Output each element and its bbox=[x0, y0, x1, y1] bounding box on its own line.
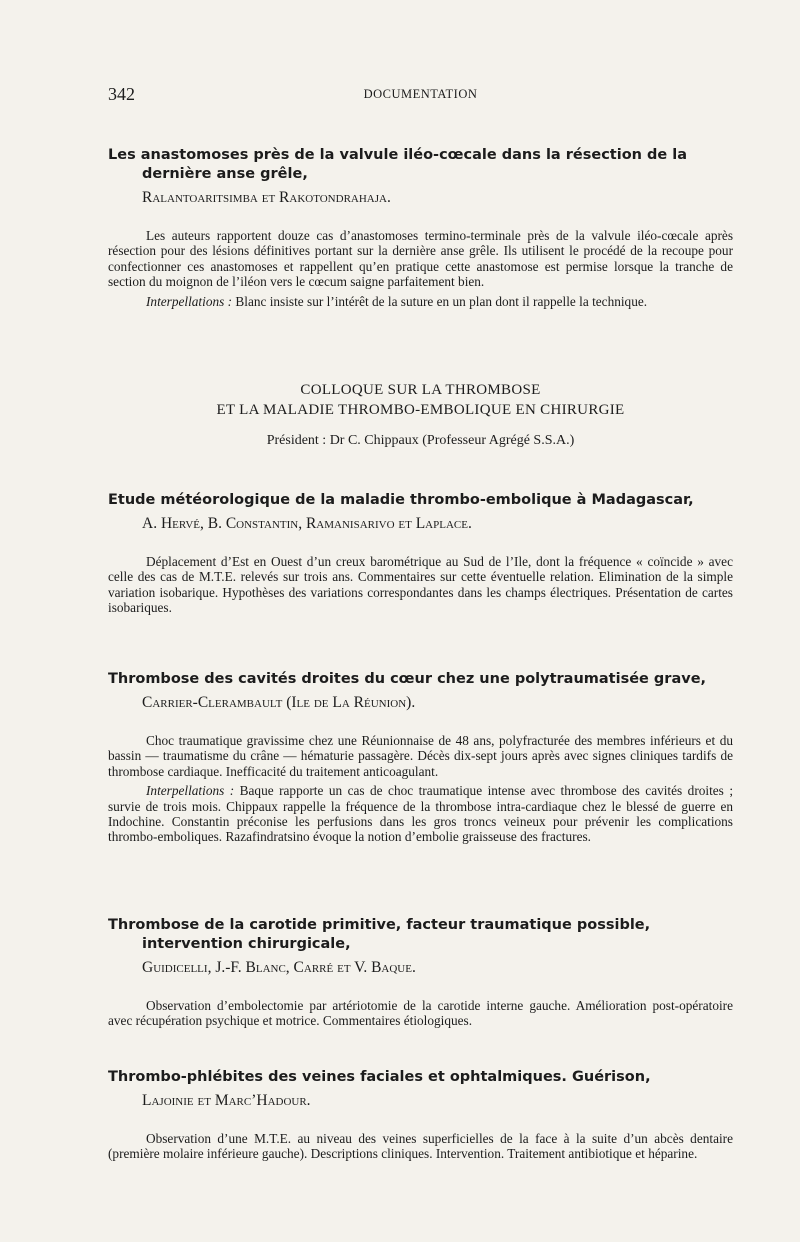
abstract-title: Etude météorologique de la maladie thrombo-embolique à Madagascar, bbox=[108, 492, 694, 508]
abstract-anastomoses bbox=[108, 146, 733, 309]
abstract-authors: Carrier-Clerambault (Ile de La Réunion). bbox=[142, 694, 416, 711]
colloque-title-line2: ET LA MALADIE THROMBO-EMBOLIQUE EN CHIRURGIE bbox=[216, 402, 625, 418]
abstract-authors: Guidicelli, J.-F. Blanc, Carré et V. Baque. bbox=[142, 959, 416, 976]
abstract-thrombose-cavites bbox=[108, 670, 733, 845]
abstract-interpellations bbox=[108, 294, 733, 309]
abstract-body: Observation d’une M.T.E. au niveau des veines superficielles de la face à la suite d’un abcès dentaire (première molaire inférieure gauche). Descriptions cliniques. Intervention. Traitement antibiotique et héparine. bbox=[108, 1131, 733, 1162]
abstract-authors: Ralantoaritsimba et Rakotondrahaja. bbox=[142, 189, 391, 206]
interpellations-label: Interpellations : bbox=[146, 293, 233, 309]
abstract-body: Les auteurs rapportent douze cas d’anastomoses termino-terminale près de la valvule iléo-cœcale après résection pour des lésions définitives portant sur la dernière anse grêle. Ils utilisent le procédé de la recoupe pour confectionner ces anastomoses et rappellent qu’en pratique cette anastomose est permise lorsque la tranche de section du moignon de l’iléon vers le cœcum saigne parfaitement bien. bbox=[108, 228, 733, 290]
colloque-title-line1: COLLOQUE SUR LA THROMBOSE bbox=[300, 382, 541, 398]
abstract-interpellations bbox=[108, 783, 733, 845]
abstract-authors: Lajoinie et Marc’Hadour. bbox=[142, 1092, 311, 1109]
colloque-president: Président : Dr C. Chippaux (Professeur Agrégé S.S.A.) bbox=[266, 433, 575, 448]
abstract-title: Thrombose de la carotide primitive, facteur traumatique possible, intervention chirurgicale, bbox=[108, 917, 651, 952]
colloque-heading bbox=[108, 380, 733, 451]
abstract-body: Déplacement d’Est en Ouest d’un creux barométrique au Sud de l’Ile, dont la fréquence « coïncide » avec celle des cas de M.T.E. relevés sur trois ans. Commentaires sur cette éventuelle relation. Elimination de la simple variation isobarique. Hypothèses des variations correspondantes dans les champs électriques. Présentation de cartes isobariques. bbox=[108, 554, 733, 616]
abstract-carotide bbox=[108, 916, 733, 1029]
abstract-title: Les anastomoses près de la valvule iléo-cœcale dans la résection de la dernière anse grêle, bbox=[108, 147, 688, 182]
interpellations-text: Blanc insiste sur l’intérêt de la suture en un plan dont il rappelle la technique. bbox=[235, 293, 648, 309]
abstract-meteorologique bbox=[108, 491, 733, 616]
running-head: DOCUMENTATION bbox=[363, 87, 478, 101]
abstract-thrombo-phlebites bbox=[108, 1068, 733, 1162]
abstract-authors: A. Hervé, B. Constantin, Ramanisarivo et Laplace. bbox=[142, 515, 472, 532]
page-number: 342 bbox=[108, 84, 135, 104]
abstract-body: Choc traumatique gravissime chez une Réunionnaise de 48 ans, polyfracturée des membres inférieurs et du bassin — traumatisme du crâne — hématurie passagère. Décès dix-sept jours après avec signes cliniques tardifs de thrombose cardiaque. Inefficacité du traitement anticoagulant. bbox=[108, 733, 733, 779]
abstract-title: Thrombose des cavités droites du cœur chez une polytraumatisée grave, bbox=[108, 671, 707, 687]
abstract-body: Observation d’embolectomie par artériotomie de la carotide interne gauche. Amélioration post-opératoire avec récupération psychique et motrice. Commentaires étiologiques. bbox=[108, 998, 733, 1029]
interpellations-text: Baque rapporte un cas de choc traumatique intense avec thrombose des cavités droites ; survie de trois mois. Chippaux rappelle la fréquence de la thrombose intra-cardiaque chez le blessé de guerre en Indochine. Constantin préconise les perfusions dans les gros troncs veineux pour prévenir les complications thrombo-emboliques. Razafindratsino évoque la notion d’embolie graisseuse des fractures. bbox=[108, 783, 734, 845]
page-header bbox=[108, 84, 733, 108]
abstract-title: Thrombo-phlébites des veines faciales et ophtalmiques. Guérison, bbox=[108, 1069, 651, 1085]
interpellations-label: Interpellations : bbox=[146, 783, 235, 799]
